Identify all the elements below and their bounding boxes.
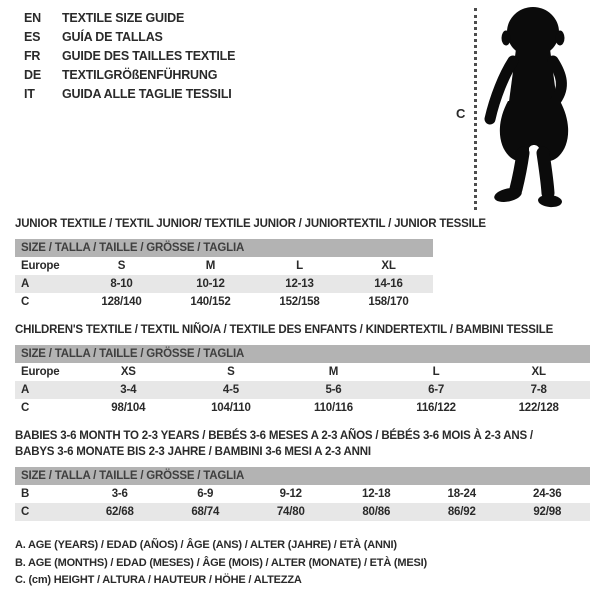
size-table	[15, 428, 590, 521]
language-title: GUIDA ALLE TAGLIE TESSILI	[62, 87, 232, 101]
row-label: C	[21, 296, 30, 308]
table-grid	[15, 345, 590, 417]
language-code: FR	[24, 49, 41, 63]
table-cell: 92/98	[533, 506, 562, 518]
table-cell: 10-12	[196, 278, 225, 290]
table-cell: 158/170	[368, 296, 409, 308]
footnote: A. AGE (YEARS) / EDAD (AÑOS) / ÂGE (ANS) / ALTER (JAHRE) / ETÀ (ANNI)	[15, 539, 397, 551]
table-cell: M	[205, 260, 216, 272]
table-cell: S	[227, 366, 235, 378]
table-cell: M	[328, 366, 339, 378]
figure-measure-label: C	[456, 106, 466, 121]
language-title: GUIDE DES TAILLES TEXTILE	[62, 49, 236, 63]
table-cell: 14-16	[374, 278, 403, 290]
row-label: A	[21, 384, 30, 396]
table-cell: 86/92	[447, 506, 476, 518]
table-row	[15, 363, 590, 381]
row-label: B	[21, 488, 30, 500]
table-row	[15, 293, 433, 311]
table-cell: 122/128	[518, 402, 559, 414]
table-row	[15, 257, 433, 275]
footnotes	[15, 537, 427, 590]
row-label: C	[21, 506, 30, 518]
table-cell: 3-4	[120, 384, 137, 396]
table-grid	[15, 467, 590, 521]
language-row	[24, 66, 235, 85]
language-row	[24, 85, 235, 104]
language-row	[24, 28, 235, 47]
row-label: A	[21, 278, 30, 290]
language-code: IT	[24, 87, 35, 101]
table-row	[15, 503, 590, 521]
table-cell: 104/110	[211, 402, 251, 414]
table-cell: 8-10	[110, 278, 133, 290]
table-cell: XL	[381, 260, 396, 272]
table-row	[15, 381, 590, 399]
table-cell: XL	[531, 366, 546, 378]
table-cell: XS	[120, 366, 136, 378]
table-cell: 128/140	[101, 296, 142, 308]
table-cell: 3-6	[111, 488, 128, 500]
language-title: TEXTILE SIZE GUIDE	[62, 11, 185, 25]
row-label: Europe	[21, 260, 60, 272]
table-cell: S	[117, 260, 126, 272]
language-code: EN	[24, 11, 41, 25]
table-cell: 68/74	[191, 506, 220, 518]
table-cell: 74/80	[276, 506, 305, 518]
table-cell: 152/158	[279, 296, 320, 308]
language-code: DE	[24, 68, 41, 82]
table-cell: 110/116	[314, 402, 353, 414]
size-table	[15, 216, 486, 311]
table-title: CHILDREN'S TEXTILE / TEXTIL NIÑO/A / TEXTILE DES ENFANTS / KINDERTEXTIL / BAMBINI TESSILE	[15, 324, 554, 336]
table-row	[15, 275, 433, 293]
height-measure-line	[474, 8, 477, 210]
row-label: Europe	[21, 366, 60, 378]
language-row	[24, 9, 235, 28]
table-row	[15, 399, 590, 417]
language-row	[24, 47, 235, 66]
table-row	[15, 485, 590, 503]
table-grid	[15, 239, 433, 311]
table-title: BABIES 3-6 MONTH TO 2-3 YEARS / BEBÉS 3-6 MESES A 2-3 AÑOS / BÉBÉS 3-6 MOIS À 2-3 ANS /	[15, 430, 533, 442]
table-cell: 6-9	[197, 488, 214, 500]
table-title: BABYS 3-6 MONATE BIS 2-3 JAHRE / BAMBINI 3-6 MESI A 2-3 ANNI	[15, 446, 371, 458]
table-cell: 6-7	[428, 384, 445, 396]
table-cell: 116/122	[416, 402, 456, 414]
table-cell: 18-24	[447, 488, 476, 500]
baby-silhouette-icon	[482, 4, 586, 210]
table-cell: 12-18	[362, 488, 391, 500]
table-cell: 140/152	[190, 296, 231, 308]
size-table	[15, 322, 590, 417]
footnote: B. AGE (MONTHS) / EDAD (MESES) / ÂGE (MOIS) / ALTER (MONATE) / ETÀ (MESI)	[15, 556, 427, 569]
size-header-bar: SIZE / TALLA / TAILLE / GRÖSSE / TAGLIA	[15, 239, 433, 257]
size-header-bar: SIZE / TALLA / TAILLE / GRÖSSE / TAGLIA	[15, 467, 590, 485]
language-title: TEXTILGRÖßENFÜHRUNG	[62, 68, 218, 82]
row-label: C	[21, 402, 30, 414]
language-list	[24, 9, 235, 104]
language-code: ES	[24, 30, 41, 44]
table-cell: 5-6	[325, 384, 342, 396]
table-cell: 98/104	[111, 402, 146, 414]
table-title: JUNIOR TEXTILE / TEXTIL JUNIOR/ TEXTILE JUNIOR / JUNIORTEXTIL / JUNIOR TESSILE	[15, 218, 486, 230]
table-cell: 12-13	[285, 278, 314, 290]
table-cell: 7-8	[530, 384, 547, 396]
table-cell: 62/68	[105, 506, 134, 518]
table-cell: 24-36	[533, 488, 562, 500]
language-title: GUÍA DE TALLAS	[62, 30, 163, 44]
table-cell: 4-5	[222, 384, 239, 396]
table-cell: L	[296, 260, 303, 272]
table-cell: L	[432, 366, 440, 378]
footnote: C. (cm) HEIGHT / ALTURA / HAUTEUR / HÖHE / ALTEZZA	[15, 574, 302, 586]
table-cell: 9-12	[279, 488, 302, 500]
size-header-bar: SIZE / TALLA / TAILLE / GRÖSSE / TAGLIA	[15, 345, 590, 363]
table-cell: 80/86	[362, 506, 391, 518]
